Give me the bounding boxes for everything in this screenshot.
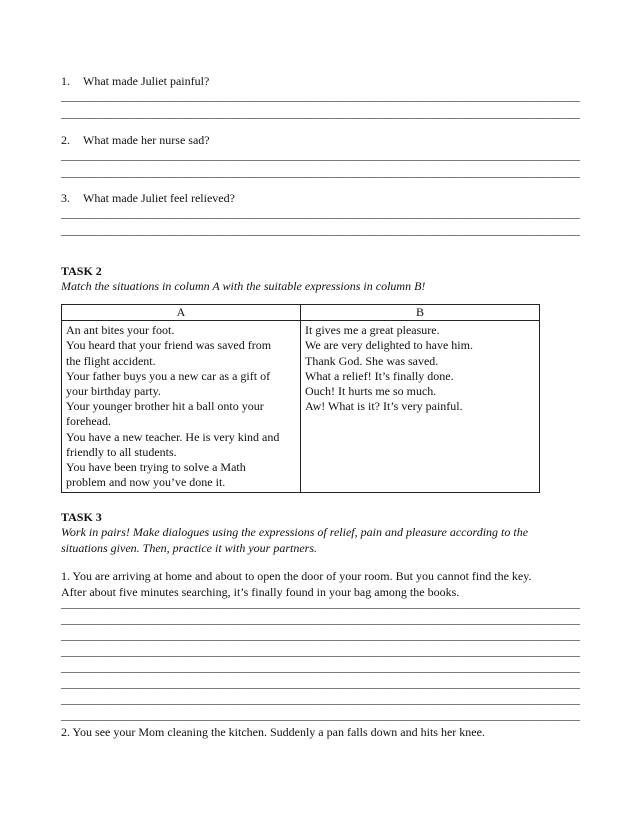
task3-title: TASK 3 bbox=[61, 510, 102, 524]
situation-line: friendly to all students. bbox=[66, 444, 177, 459]
task3-instruction-line2: situations given. Then, practice it with your partners. bbox=[61, 541, 317, 555]
situation-line: forehead. bbox=[66, 414, 111, 429]
question-1 bbox=[61, 74, 209, 88]
situation-line: your birthday party. bbox=[66, 384, 161, 399]
answer-line: ________________________________________________________________________________________________ bbox=[61, 165, 580, 179]
matching-table bbox=[61, 304, 540, 493]
task2-instruction: Match the situations in column A with the suitable expressions in column B! bbox=[61, 279, 426, 293]
question-2-text: What made her nurse sad? bbox=[83, 133, 210, 147]
situation-line: You heard that your friend was saved from bbox=[66, 338, 272, 353]
answer-line: ________________________________________________________________________________________________ bbox=[61, 148, 580, 162]
column-b-cell bbox=[301, 321, 540, 493]
column-b-header: B bbox=[301, 305, 540, 321]
expression-line: It gives me a great pleasure. bbox=[305, 323, 440, 338]
situation-line: You have been trying to solve a Math bbox=[66, 460, 246, 475]
answer-line: ________________________________________________________________________________________________ bbox=[61, 223, 580, 237]
expression-line: We are very delighted to have him. bbox=[305, 338, 473, 353]
answer-line: ________________________________________________________________________________________________ bbox=[61, 660, 580, 674]
answer-line: ________________________________________________________________________________________________ bbox=[61, 692, 580, 706]
question-3-text: What made Juliet feel relieved? bbox=[83, 191, 235, 205]
task2-title: TASK 2 bbox=[61, 264, 102, 278]
answer-line: ________________________________________________________________________________________________ bbox=[61, 596, 580, 610]
column-a-cell bbox=[62, 321, 301, 493]
answer-line: ________________________________________________________________________________________________ bbox=[61, 106, 580, 120]
answer-line: ________________________________________________________________________________________________ bbox=[61, 206, 580, 220]
answer-line: ________________________________________________________________________________________________ bbox=[61, 676, 580, 690]
question-1-text: What made Juliet painful? bbox=[83, 74, 210, 88]
question-1-number: 1. bbox=[61, 74, 70, 88]
question-3 bbox=[61, 191, 235, 205]
answer-line: ________________________________________________________________________________________________ bbox=[61, 612, 580, 626]
situation-line: Your father buys you a new car as a gift of bbox=[66, 368, 271, 383]
task3-instruction-line1: Work in pairs! Make dialogues using the expressions of relief, pain and pleasure according to the bbox=[61, 525, 529, 539]
answer-line: ________________________________________________________________________________________________ bbox=[61, 628, 580, 642]
answer-line: ________________________________________________________________________________________________ bbox=[61, 708, 580, 722]
situation-1-line2: After about five minutes searching, it’s finally found in your bag among the books. bbox=[61, 585, 460, 599]
expression-line: What a relief! It’s finally done. bbox=[305, 368, 454, 383]
situation-line: the flight accident. bbox=[66, 353, 156, 368]
situation-1-line1: 1. You are arriving at home and about to open the door of your room. But you cannot find the key. bbox=[61, 569, 532, 583]
question-3-number: 3. bbox=[61, 191, 70, 205]
expression-line: Thank God. She was saved. bbox=[305, 353, 439, 368]
situation-line: Your younger brother hit a ball onto your bbox=[66, 399, 264, 414]
answer-line: ________________________________________________________________________________________________ bbox=[61, 89, 580, 103]
situation-line: problem and now you’ve done it. bbox=[66, 475, 226, 490]
situation-2: 2. You see your Mom cleaning the kitchen. Suddenly a pan falls down and hits her knee. bbox=[61, 725, 485, 739]
situation-line: You have a new teacher. He is very kind and bbox=[66, 429, 280, 444]
situation-line: An ant bites your foot. bbox=[66, 323, 175, 338]
expression-line: Ouch! It hurts me so much. bbox=[305, 384, 437, 399]
answer-line: ________________________________________________________________________________________________ bbox=[61, 644, 580, 658]
expression-line: Aw! What is it? It’s very painful. bbox=[305, 399, 463, 414]
column-a-header: A bbox=[62, 305, 301, 321]
question-2 bbox=[61, 133, 210, 147]
question-2-number: 2. bbox=[61, 133, 70, 147]
